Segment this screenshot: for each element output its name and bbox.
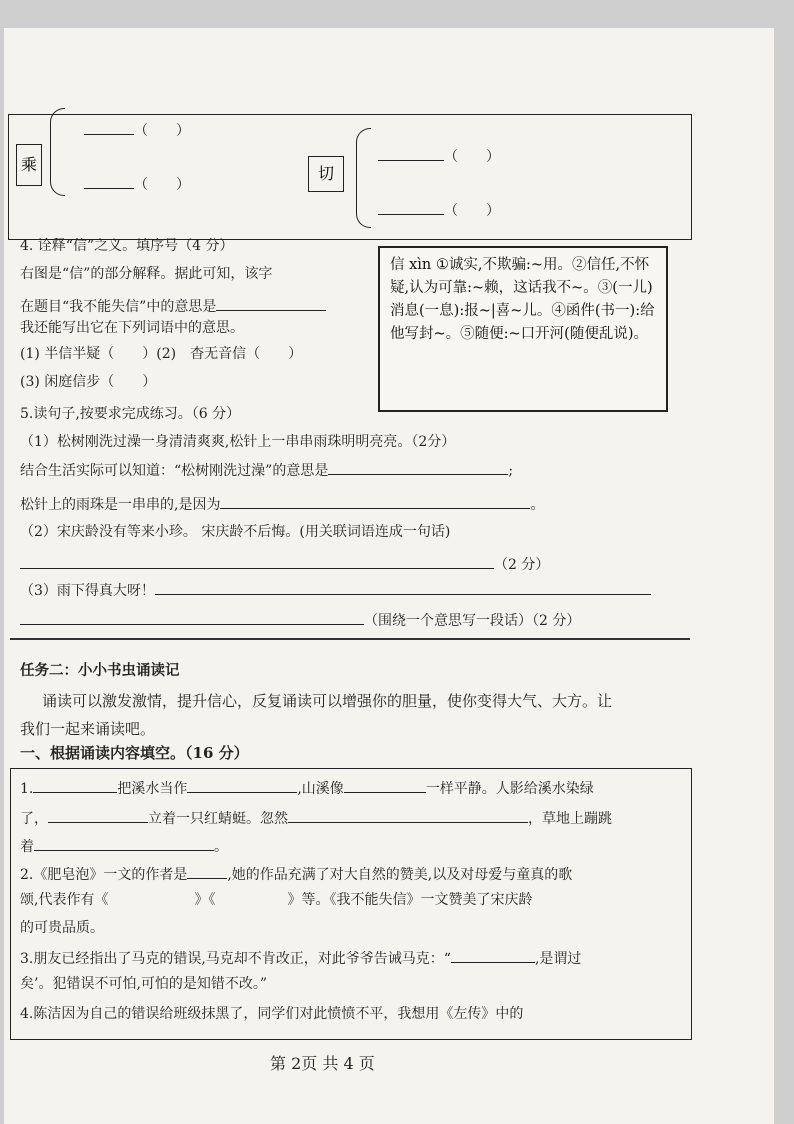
task2-intro1: 诵读可以激发激情，提升信心，反复诵读可以增强你的胆量，使你变得大气、大方。让 [42,692,613,710]
brace-left [50,108,65,196]
cheng-answer-2[interactable]: （ ） [84,174,190,194]
q4-title: 4. 诠释“信”之义。填序号（4 分） [20,238,234,254]
fill-line7[interactable]: 3.朋友已经指出了马克的错误,马克却不肯改正，对此爷爷告诫马克：“ ,是谓过 [20,948,581,968]
q4-item2[interactable]: (3) 闲庭信步（ ） [20,374,157,390]
q4-line2: 在题目“我不能失信”中的意思是 [20,296,326,316]
xin-definition-box: 信 xìn ①诚实,不欺骗:~用。②信任,不怀疑,认为可靠:~赖，这话我不~。③(一儿)消息(一息):报~|喜~儿。④函件(书一):给他写封~。⑤随便:~口开河(随便乱说)。 [378,246,668,412]
q4-line3: 我还能写出它在下列词语中的意思。 [20,320,244,336]
q4-item1[interactable]: (1) 半信半疑（ ）(2) 杳无音信（ ） [20,346,303,362]
fill-section-title: 一、根据诵读内容填空。（16 分） [20,744,249,762]
fill-line1[interactable]: 1. 把溪水当作 ,山溪像 一样平静。人影给溪水染绿 [20,778,594,798]
q5-s2: （2）宋庆龄没有等来小珍。 宋庆龄不后悔。(用关联词语连成一句话) [20,524,451,540]
page-footer: 第 2页 共 4 页 [270,1054,375,1073]
task2-intro2: 我们一起来诵读吧。 [20,720,156,738]
qie-answer-2[interactable]: （ ） [378,200,500,220]
q5-s1b[interactable]: 松针上的雨珠是一串串的,是因为 。 [20,494,544,514]
fill-line5[interactable]: 颂,代表作有《 》《 》等。《我不能失信》一文赞美了宋庆龄 [20,892,533,908]
q4-line1: 右图是“信”的部分解释。据此可知，该字 [20,266,273,282]
q5-title: 5.读句子,按要求完成练习。（6 分） [20,406,241,422]
q5-s1a[interactable]: 结合生活实际可以知道：“松树刚洗过澡”的意思是 ; [20,460,513,480]
cheng-answer-1[interactable]: （ ） [84,120,190,140]
q5-s1: （1）松树刚洗过澡一身清清爽爽,松针上一串串雨珠明明亮亮。（2分） [20,434,456,450]
fill-line2[interactable]: 了， 立着一只红蜻蜓。忽然 ，草地上蹦跳 [20,808,612,828]
q5-s3[interactable]: （3）雨下得真大呀！ [20,580,651,600]
q5-s2-answer[interactable]: （2 分） [20,554,549,574]
fill-line6: 的可贵品质。 [20,920,104,936]
char-box-cheng: 乘 [16,144,42,186]
task2-title: 任务二：小小书虫诵读记 [20,662,180,679]
brace-right [356,128,371,228]
qie-answer-1[interactable]: （ ） [378,146,500,166]
exam-page [4,28,774,1124]
fill-line8: 矣’。犯错误不可怕,可怕的是知错不改。” [20,976,268,992]
fill-line4[interactable]: 2.《肥皂泡》一文的作者是 ,她的作品充满了对大自然的赞美,以及对母爱与童真的歌 [20,864,572,884]
fill-line3[interactable]: 着 。 [20,836,228,856]
char-box-qie: 切 [308,156,344,192]
section-divider [10,638,690,640]
q5-s3-answer[interactable]: （围绕一个意思写一段话）（2 分） [20,610,580,630]
fill-line9: 4.陈洁因为自己的错误给班级抹黑了，同学们对此愤愤不平，我想用《左传》中的 [20,1006,524,1022]
